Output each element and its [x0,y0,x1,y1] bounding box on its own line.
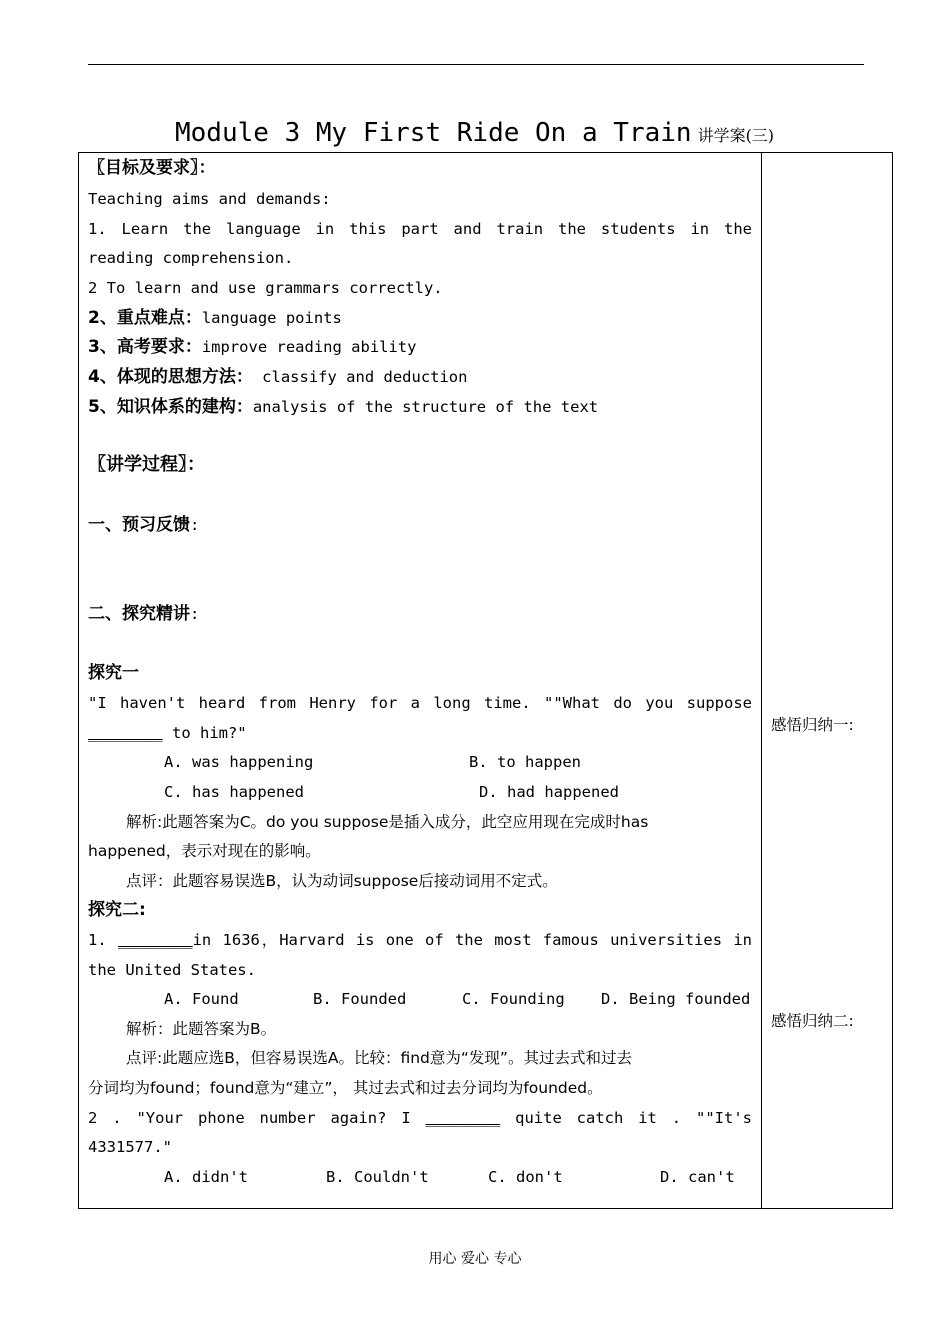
explore-1-comment: 点评：此题容易误选B，认为动词suppose后接动词用不定式。 [126,872,558,890]
explore-2-q1-option-a: A. Found [164,990,239,1008]
aim-1-line-b: reading comprehension. [88,249,294,267]
explore-2-q2-option-a: A. didn't [164,1168,248,1186]
explore-2-q1-analysis: 解析：此题答案为B。 [126,1020,277,1038]
goal-point-2: 2、重点难点：language points [88,308,342,328]
goal-point-5: 5、知识体系的建构：analysis of the structure of the text [88,397,599,417]
explore-2-q2-b: 4331577." [88,1138,172,1156]
goals-heading: 〖目标及要求〗： [88,158,216,178]
explore-1-option-d: D. had happened [479,783,619,801]
aims-label: Teaching aims and demands: [88,190,331,208]
explore-1-question-b: ________ to him?" [88,724,247,742]
lesson-table [78,152,893,1209]
explore-2-q1-option-c: C. Founding [462,990,565,1008]
explore-2-q1-option-b: B. Founded [313,990,407,1008]
header-rule [88,64,864,65]
section-1-heading: 一、预习反馈: [88,515,200,535]
explore-2-q1-option-d: D. Being founded [601,990,751,1008]
section-2-heading: 二、探究精讲: [88,604,200,624]
page-footer: 用心 爱心 专心 [428,1251,522,1267]
explore-2-label: 探究二: [88,900,146,920]
aim-2: 2 To learn and use grammars correctly. [88,279,443,297]
explore-1-question-a: "I haven't heard from Henry for a long time. ""What do you suppose [88,694,752,712]
explore-2-q1-b: the United States. [88,961,256,979]
process-heading: 〖讲学过程〗： [88,454,205,475]
column-divider [761,153,762,1208]
side-note-2: 感悟归纳二: [771,1012,854,1030]
explore-2-q2-option-d: D. can't [660,1168,735,1186]
page-title [175,118,774,148]
aim-1-line-a: 1. Learn the language in this part and train the students in the [88,220,752,238]
explore-2-q2-a: 2 . "Your phone number again? I ________ quite catch it . ""It's [88,1109,752,1127]
explore-2-q1-comment-b: 分词均为found；found意为“建立”， 其过去式和过去分词均为founded。 [88,1079,603,1097]
explore-1-option-a: A. was happening [164,753,314,771]
explore-1-option-b: B. to happen [469,753,581,771]
goal-point-3: 3、高考要求：improve reading ability [88,337,417,357]
title-main: Module 3 My First Ride On a Train [175,118,692,148]
goal-point-4: 4、体现的思想方法： classify and deduction [88,367,468,387]
explore-1-analysis-a: 解析:此题答案为C。do you suppose是插入成分，此空应用现在完成时has [126,813,649,831]
title-sub: 讲学案(三) [697,126,775,145]
explore-2-q1-a: 1. ________in 1636，Harvard is one of the most famous universities in [88,931,752,949]
explore-2-q2-option-c: C. don't [488,1168,563,1186]
explore-2-q2-option-b: B. Couldn't [326,1168,429,1186]
explore-2-q1-comment-a: 点评:此题应选B，但容易误选A。比较：find意为“发现”。其过去式和过去 [126,1049,632,1067]
explore-1-analysis-b: happened，表示对现在的影响。 [88,842,321,860]
explore-1-label: 探究一 [88,663,139,683]
explore-1-option-c: C. has happened [164,783,304,801]
side-note-1: 感悟归纳一: [771,716,854,734]
